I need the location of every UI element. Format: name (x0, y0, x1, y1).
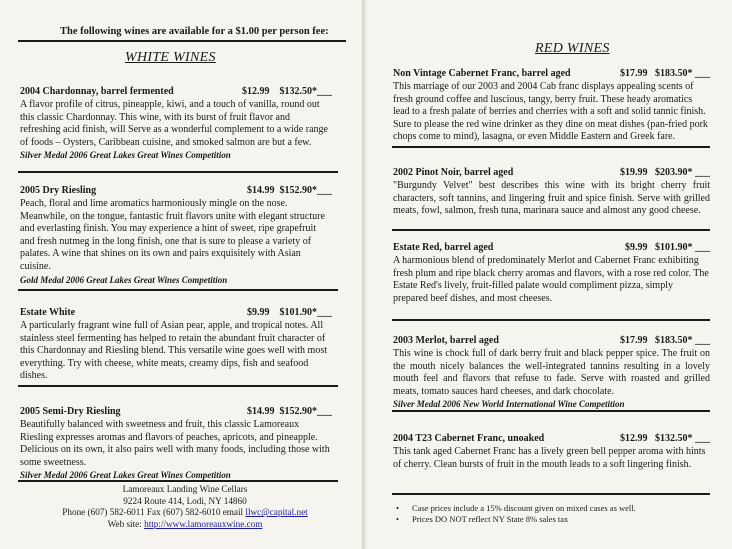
fee-header: The following wines are available for a $1.00 per person fee: (60, 26, 329, 37)
price-note: • Prices DO NOT reflect NY State 8% sales tax (396, 514, 636, 525)
wine-price: $9.99 (247, 307, 270, 318)
wine-award: Silver Medal 2006 New World International Wine Competition (393, 399, 625, 410)
wine-award: Silver Medal 2006 Great Lakes Great Wines Competition (20, 150, 231, 161)
wine-name: 2003 Merlot, barrel aged (393, 335, 499, 346)
divider (18, 480, 338, 482)
wine-name: 2002 Pinot Noir, barrel aged (393, 167, 514, 178)
wine-description: A particularly fragrant wine full of Asian pear, apple, and tropical notes. All stainless steel fermenting has helped to retain the abundant fruit character of this Chardonnay and Riesling blend. This versatile wine goes well with most everything. Try with cheese, white meats, creamy dips, fish and seafood dishes. (20, 320, 327, 382)
wine-entry (393, 68, 710, 144)
divider (392, 146, 710, 148)
case-price: $203.90* ___ (655, 167, 710, 178)
wine-description: This tank aged Cabernet Franc has a lively green bell pepper aroma with hints of cherry. Clean bursts of fruit in the mouth leads to a soft lingering finish. (393, 446, 706, 470)
wine-award: Gold Medal 2006 Great Lakes Great Wines Competition (20, 274, 228, 285)
wine-price: $9.99 (625, 242, 648, 253)
wine-award: Silver Medal 2006 Great Lakes Great Wines Competition (20, 470, 231, 481)
divider (392, 493, 710, 495)
wine-price: $17.99 (620, 68, 648, 79)
website-link[interactable]: http://www.lamoreauxwine.com (144, 518, 263, 529)
wine-entry (393, 167, 710, 218)
wine-entry (393, 433, 710, 471)
wine-entry (393, 242, 710, 305)
price-notes (396, 503, 636, 525)
case-price: $152.90*___ (279, 406, 332, 417)
case-price: $152.90*___ (279, 185, 332, 196)
winery-name: Lamoreaux Landing Wine Cellars (122, 484, 248, 494)
wine-description: A flavor profile of citrus, pineapple, kiwi, and a touch of vanilla, round out this classic Chardonnay. This wine, with its burst of fruit flavor and refreshing acid finish, will Serve as a wonderful complement to a wide range of foods – Oysters, Caribbean cuisine, and smoked salmon are but a few. (20, 99, 328, 148)
case-price: $183.50* ___ (655, 335, 710, 346)
wine-price: $14.99 (247, 185, 275, 196)
wine-entry (20, 86, 332, 161)
wine-description: A harmonious blend of predominately Merlot and Cabernet Franc exhibiting fresh plum and ripe black cherry aromas and flavors, with a rose red color. The Estate Red's lively, fruit-filled palate would compliment pizza, simply prepared beef dishes, and most cheeses. (393, 255, 709, 304)
wine-price: $17.99 (620, 335, 648, 346)
wine-entry (20, 307, 332, 383)
case-price: $132.50* ___ (655, 433, 710, 444)
wine-name: Non Vintage Cabernet Franc, barrel aged (393, 68, 571, 79)
wine-name: 2004 Chardonnay, barrel fermented (20, 86, 174, 97)
winery-contact (30, 484, 340, 530)
divider (18, 171, 338, 173)
header-rule (18, 40, 346, 42)
winery-address: 9224 Route 414, Lodi, NY 14860 (123, 495, 247, 506)
case-price: $101.90*___ (279, 307, 332, 318)
wine-description: Beautifully balanced with sweetness and fruit, this classic Lamoreaux Riesling expresses aromas and flavors of peaches, apricots, and pineapple. Delicious on its own, it also pairs well with many foods, including those with some sweetness. (20, 419, 330, 468)
winery-phone: Phone (607) 582-6011 Fax (607) 582-6010 email (62, 507, 246, 518)
wine-description: "Burgundy Velvet" best describes this wine with its bright cherry fruit characters, soft tannins, and lingering fruit and spice finish. Serve with grilled meats, fowl, salmon, fresh tuna, marinara sauce and almost any good cheese. (393, 180, 710, 217)
wine-name: 2004 T23 Cabernet Franc, unoaked (393, 433, 545, 444)
divider (392, 319, 710, 321)
wine-name: 2005 Dry Riesling (20, 185, 97, 196)
wine-name: 2005 Semi-Dry Riesling (20, 406, 121, 417)
case-price: $183.50* ___ (655, 68, 710, 79)
white-wines-title: WHITE WINES (125, 50, 216, 65)
wine-name: Estate Red, barrel aged (393, 242, 494, 253)
wine-name: Estate White (20, 307, 76, 318)
wine-entry (20, 185, 332, 286)
divider (392, 410, 710, 412)
price-note: • Case prices include a 15% discount given on mixed cases as well. (396, 503, 636, 514)
case-price: $132.50*___ (279, 86, 332, 97)
wine-price: $19.99 (620, 167, 648, 178)
red-wines-title: RED WINES (535, 41, 610, 56)
website-label: Web site: (107, 518, 145, 529)
wine-price: $14.99 (247, 406, 275, 417)
wine-entry (393, 335, 710, 410)
email-link[interactable]: llwc@capital.net (245, 507, 308, 518)
wine-description: Peach, floral and lime aromatics harmoniously mingle on the nose. Meanwhile, on the tongue, fantastic fruit flavors unite with elegant structure and everlasting finish. You may experience a hint of sweet, ripe grapefruit and fresh nutmeg in the long finish, one that is sure to please a variety of palates. A wine that shines on its own and pairs exquisitely with Asian cuisine. (20, 198, 325, 273)
divider (18, 289, 338, 291)
divider (18, 385, 338, 387)
wine-description: This marriage of our 2003 and 2004 Cab franc displays appealing scents of fresh ground coffee and luscious, tangy, berry fruit. These heady aromatics lead to a fresh palate of berries and cherries with a soft and solid tannic finish. Sure to please the red wine drinker as they dine on meat dishes (pan-fried pork chops come to mind), lasagna, or even Middle Eastern and Greek fare. (393, 81, 708, 143)
wine-price: $12.99 (242, 86, 270, 97)
divider (392, 229, 710, 231)
wine-description: This wine is chock full of dark berry fruit and black pepper spice. The fruit on the mouth nicely balances the well-integrated tannins resulting in a lovely mouth feel and flavors that refuse to fade. Serve with roasted and grilled meats, tomato sauces hard cheeses, and dark chocolate. (393, 348, 710, 397)
case-price: $101.90* ___ (655, 242, 710, 253)
wine-price: $12.99 (620, 433, 648, 444)
wine-entry (20, 406, 332, 481)
